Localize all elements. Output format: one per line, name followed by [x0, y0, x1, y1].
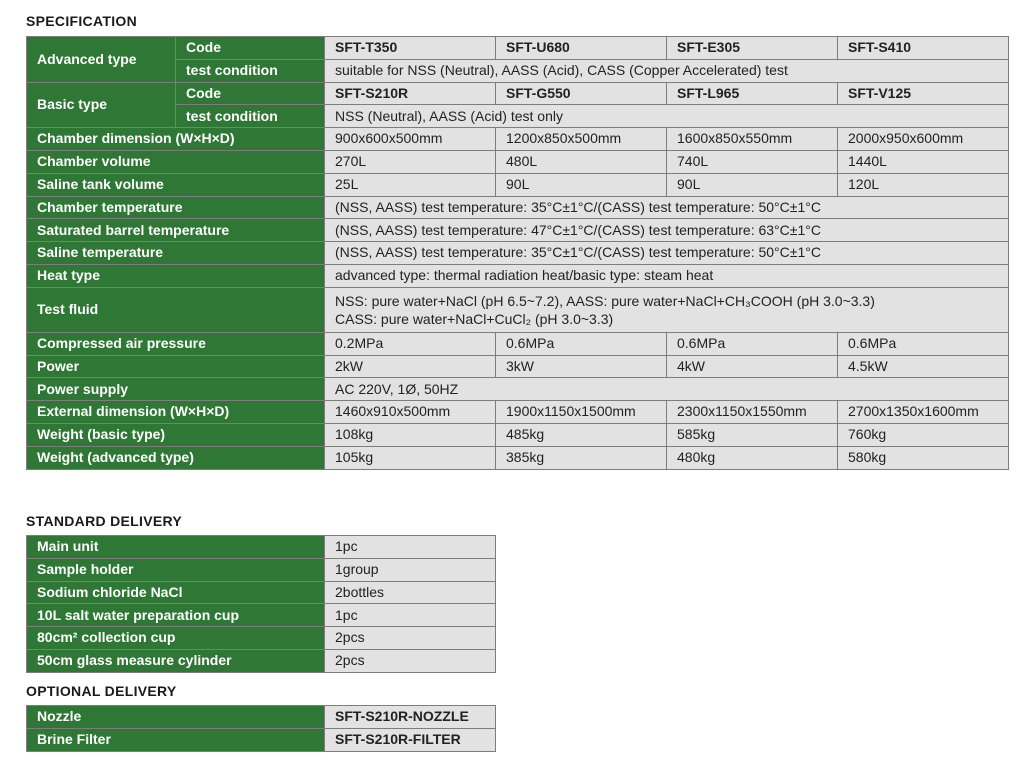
row-label: Compressed air pressure — [27, 332, 325, 355]
optional-item-label: Nozzle — [27, 706, 325, 729]
row-label: Chamber temperature — [27, 196, 325, 219]
table-row — [27, 649, 496, 672]
row-label: Chamber volume — [27, 150, 325, 173]
table-row — [27, 378, 1009, 401]
cell-value: 2700x1350x1600mm — [838, 401, 1009, 424]
model-code: SFT-T350 — [325, 37, 496, 60]
row-label: Power supply — [27, 378, 325, 401]
delivery-item-label: 50cm glass measure cylinder — [27, 649, 325, 672]
cell-value: 385kg — [496, 446, 667, 469]
table-row — [27, 706, 496, 729]
optional-delivery-title: OPTIONAL DELIVERY — [26, 683, 177, 699]
cell-value: 760kg — [838, 423, 1009, 446]
model-code: SFT-V125 — [838, 82, 1009, 105]
cell-value: AC 220V, 1Ø, 50HZ — [325, 378, 1009, 401]
standard-delivery-table — [26, 535, 496, 673]
cell-value: 108kg — [325, 423, 496, 446]
cell-value: 0.6MPa — [667, 332, 838, 355]
row-label: Saturated barrel temperature — [27, 219, 325, 242]
cell-value: 270L — [325, 150, 496, 173]
cell-value: 90L — [496, 173, 667, 196]
model-code: SFT-S210R — [325, 82, 496, 105]
test-fluid-value — [325, 287, 1009, 332]
table-row — [27, 446, 1009, 469]
table-row — [27, 627, 496, 650]
cell-value: 90L — [667, 173, 838, 196]
optional-item-code: SFT-S210R-NOZZLE — [325, 706, 496, 729]
cell-value: 0.2MPa — [325, 332, 496, 355]
cell-value: 580kg — [838, 446, 1009, 469]
row-label: Saline temperature — [27, 242, 325, 265]
test-fluid-label: Test fluid — [27, 287, 325, 332]
cell-value: (NSS, AASS) test temperature: 35°C±1°C/(CASS) test temperature: 50°C±1°C — [325, 196, 1009, 219]
row-label: Saline tank volume — [27, 173, 325, 196]
cell-value: 25L — [325, 173, 496, 196]
delivery-item-label: 10L salt water preparation cup — [27, 604, 325, 627]
model-code: SFT-E305 — [667, 37, 838, 60]
table-row — [27, 173, 1009, 196]
delivery-item-label: Sample holder — [27, 558, 325, 581]
basic-test-condition-value: NSS (Neutral), AASS (Acid) test only — [325, 105, 1009, 128]
delivery-item-value: 1group — [325, 558, 496, 581]
specification-title: SPECIFICATION — [26, 13, 137, 29]
basic-type-label: Basic type — [27, 82, 176, 128]
cell-value: 1200x850x500mm — [496, 128, 667, 151]
optional-item-code: SFT-S210R-FILTER — [325, 728, 496, 751]
standard-delivery-title: STANDARD DELIVERY — [26, 513, 182, 529]
table-row — [27, 581, 496, 604]
cell-value: 480L — [496, 150, 667, 173]
row-label: Power — [27, 355, 325, 378]
table-row — [27, 242, 1009, 265]
specification-table — [26, 36, 1009, 470]
test-fluid-line-2: CASS: pure water+NaCl+CuCl₂ (pH 3.0~3.3) — [335, 310, 614, 327]
row-label: External dimension (W×H×D) — [27, 401, 325, 424]
table-row — [27, 423, 1009, 446]
cell-value: 0.6MPa — [838, 332, 1009, 355]
optional-item-label: Brine Filter — [27, 728, 325, 751]
table-row — [27, 82, 1009, 105]
table-row — [27, 219, 1009, 242]
cell-value: 485kg — [496, 423, 667, 446]
advanced-code-label: Code — [176, 37, 325, 60]
row-label: Weight (basic type) — [27, 423, 325, 446]
test-fluid-line-1: NSS: pure water+NaCl (pH 6.5~7.2), AASS: pure water+NaCl+CH₃COOH (pH 3.0~3.3) — [335, 292, 875, 309]
delivery-item-value: 1pc — [325, 604, 496, 627]
cell-value: 2300x1150x1550mm — [667, 401, 838, 424]
cell-value: 0.6MPa — [496, 332, 667, 355]
table-row — [27, 150, 1009, 173]
model-code: SFT-S410 — [838, 37, 1009, 60]
row-label: Chamber dimension (W×H×D) — [27, 128, 325, 151]
cell-value: 1460x910x500mm — [325, 401, 496, 424]
row-label: Weight (advanced type) — [27, 446, 325, 469]
cell-value: advanced type: thermal radiation heat/basic type: steam heat — [325, 264, 1009, 287]
advanced-test-condition-label: test condition — [176, 59, 325, 82]
delivery-item-label: 80cm² collection cup — [27, 627, 325, 650]
table-row — [27, 287, 1009, 332]
table-row — [27, 37, 1009, 60]
cell-value: 1900x1150x1500mm — [496, 401, 667, 424]
model-code: SFT-G550 — [496, 82, 667, 105]
table-row — [27, 196, 1009, 219]
cell-value: 1600x850x550mm — [667, 128, 838, 151]
table-row — [27, 558, 496, 581]
cell-value: 3kW — [496, 355, 667, 378]
table-row — [27, 728, 496, 751]
row-label: Heat type — [27, 264, 325, 287]
advanced-type-label: Advanced type — [27, 37, 176, 83]
table-row — [27, 604, 496, 627]
cell-value: 585kg — [667, 423, 838, 446]
delivery-item-value: 2pcs — [325, 649, 496, 672]
model-code: SFT-L965 — [667, 82, 838, 105]
cell-value: 105kg — [325, 446, 496, 469]
cell-value: 4.5kW — [838, 355, 1009, 378]
cell-value: 740L — [667, 150, 838, 173]
advanced-test-condition-value: suitable for NSS (Neutral), AASS (Acid), CASS (Copper Accelerated) test — [325, 59, 1009, 82]
cell-value: 480kg — [667, 446, 838, 469]
delivery-item-value: 2bottles — [325, 581, 496, 604]
delivery-item-label: Sodium chloride NaCl — [27, 581, 325, 604]
table-row — [27, 264, 1009, 287]
cell-value: 2000x950x600mm — [838, 128, 1009, 151]
optional-delivery-table — [26, 705, 496, 752]
cell-value: 2kW — [325, 355, 496, 378]
cell-value: (NSS, AASS) test temperature: 47°C±1°C/(CASS) test temperature: 63°C±1°C — [325, 219, 1009, 242]
delivery-item-value: 2pcs — [325, 627, 496, 650]
cell-value: (NSS, AASS) test temperature: 35°C±1°C/(CASS) test temperature: 50°C±1°C — [325, 242, 1009, 265]
basic-code-label: Code — [176, 82, 325, 105]
table-row — [27, 332, 1009, 355]
table-row — [27, 355, 1009, 378]
cell-value: 900x600x500mm — [325, 128, 496, 151]
table-row — [27, 128, 1009, 151]
delivery-item-value: 1pc — [325, 536, 496, 559]
cell-value: 120L — [838, 173, 1009, 196]
table-row — [27, 536, 496, 559]
cell-value: 4kW — [667, 355, 838, 378]
delivery-item-label: Main unit — [27, 536, 325, 559]
basic-test-condition-label: test condition — [176, 105, 325, 128]
table-row — [27, 401, 1009, 424]
cell-value: 1440L — [838, 150, 1009, 173]
model-code: SFT-U680 — [496, 37, 667, 60]
